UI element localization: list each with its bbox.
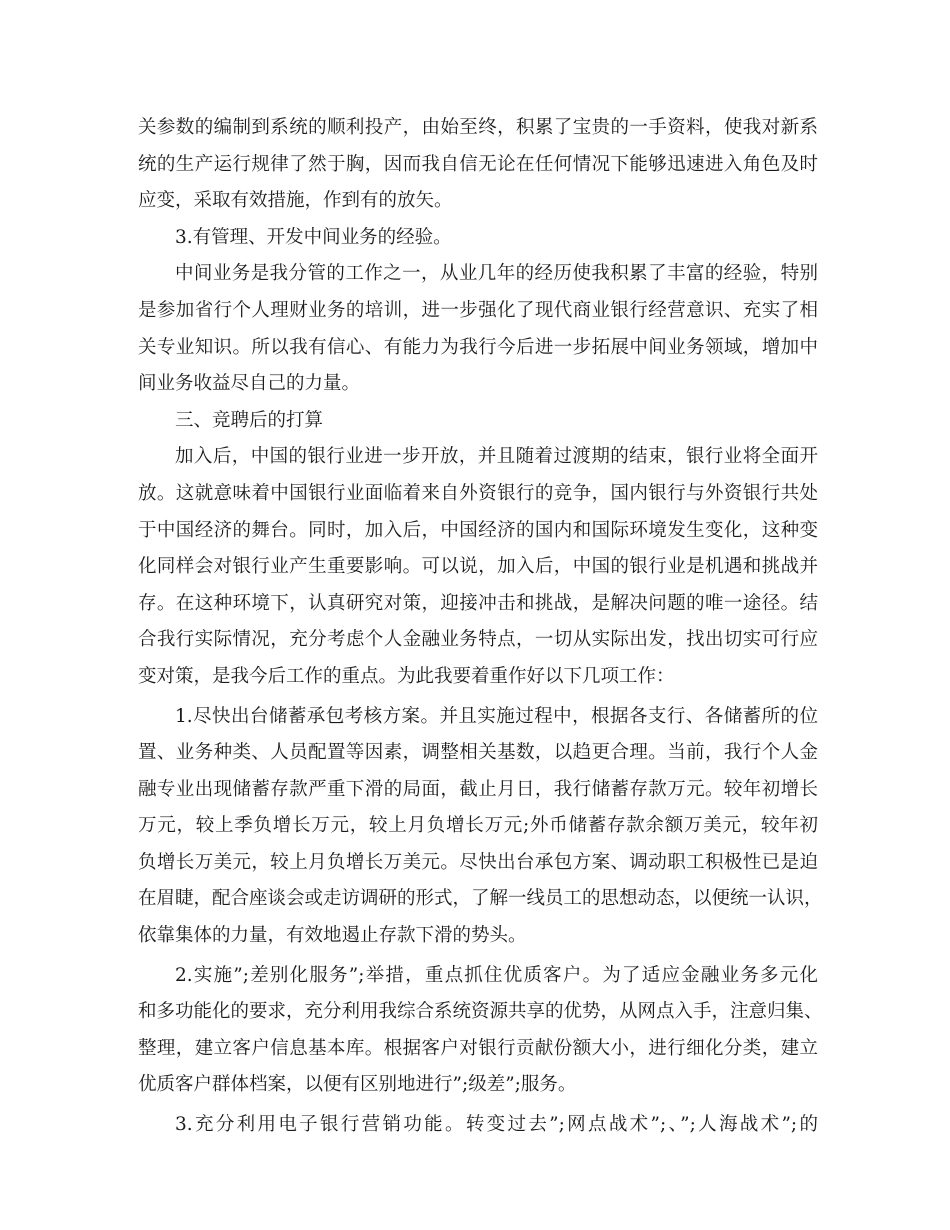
text-line: 万元，较上季负增长万元，较上月负增长万元;外币储蓄存款余额万美元，较年初 bbox=[138, 815, 818, 837]
text-line: 中间业务是我分管的工作之一，从业几年的经历使我积累了丰富的经验，特别 bbox=[175, 263, 818, 285]
text-line: 于中国经济的舞台。同时，加入后，中国经济的国内和国际环境发生变化，这种变 bbox=[138, 519, 818, 541]
section-subheading: 3.有管理、开发中间业务的经验。 bbox=[175, 226, 452, 248]
text-line: 3.充分利用电子银行营销功能。转变过去”;网点战术”;、”;人海战术”;的 bbox=[175, 1114, 818, 1136]
text-line: 加入后，中国的银行业进一步开放，并且随着过渡期的结束，银行业将全面开 bbox=[175, 446, 818, 468]
text-line: 放。这就意味着中国银行业面临着来自外资银行的竞争，国内银行与外资银行共处 bbox=[138, 482, 818, 504]
text-line: 关参数的编制到系统的顺利投产，由始至终，积累了宝贵的一手资料，使我对新系 bbox=[138, 117, 818, 138]
text-line: 合我行实际情况，充分考虑个人金融业务特点，一切从实际出发，找出切实可行应 bbox=[138, 629, 818, 651]
text-line: 依靠集体的力量，有效地遏止存款下滑的势头。 bbox=[138, 925, 527, 947]
text-line: 置、业务种类、人员配置等因素，调整相关基数，以趋更合理。当前，我行个人金 bbox=[138, 742, 818, 764]
text-line: 在眉睫，配合座谈会或走访调研的形式，了解一线员工的思想动态，以便统一认识， bbox=[138, 888, 823, 910]
text-line: 应变，采取有效措施，作到有的放矢。 bbox=[138, 190, 453, 212]
text-line: 关专业知识。所以我有信心、有能力为我行今后进一步拓展中间业务领域，增加中 bbox=[138, 336, 818, 358]
text-line: 1.尽快出台储蓄承包考核方案。并且实施过程中，根据各支行、各储蓄所的位 bbox=[175, 705, 818, 727]
text-line: 整理，建立客户信息基本库。根据客户对银行贡献份额大小，进行细化分类，建立 bbox=[138, 1037, 818, 1059]
text-line: 统的生产运行规律了然于胸，因而我自信无论在任何情况下能够迅速进入角色及时 bbox=[138, 153, 818, 175]
text-line: 融专业出现储蓄存款严重下滑的局面，截止月日，我行储蓄存款万元。较年初增长 bbox=[138, 778, 818, 800]
body-text bbox=[138, 110, 823, 1144]
text-line: 存。在这种环境下，认真研究对策，迎接冲击和挑战，是解决问题的唯一途径。结 bbox=[138, 592, 818, 614]
text-line: 间业务收益尽自己的力量。 bbox=[138, 373, 361, 395]
text-line: 和多功能化的要求，充分利用我综合系统资源共享的优势，从网点入手，注意归集、 bbox=[138, 1001, 823, 1023]
text-line: 负增长万美元，较上月负增长万美元。尽快出台承包方案、调动职工积极性已是迫 bbox=[138, 851, 818, 873]
text-line: 化同样会对银行业产生重要影响。可以说，加入后，中国的银行业是机遇和挑战并 bbox=[138, 556, 818, 578]
section-heading: 三、竞聘后的打算 bbox=[175, 409, 324, 431]
text-line: 优质客户群体档案，以便有区别地进行”;级差”;服务。 bbox=[138, 1074, 577, 1096]
text-line: 变对策，是我今后工作的重点。为此我要着重作好以下几项工作： bbox=[138, 665, 675, 687]
text-line: 2.实施”;差别化服务”;举措，重点抓住优质客户。为了适应金融业务多元化 bbox=[175, 964, 818, 986]
text-line: 是参加省行个人理财业务的培训，进一步强化了现代商业银行经营意识、充实了相 bbox=[138, 299, 818, 321]
